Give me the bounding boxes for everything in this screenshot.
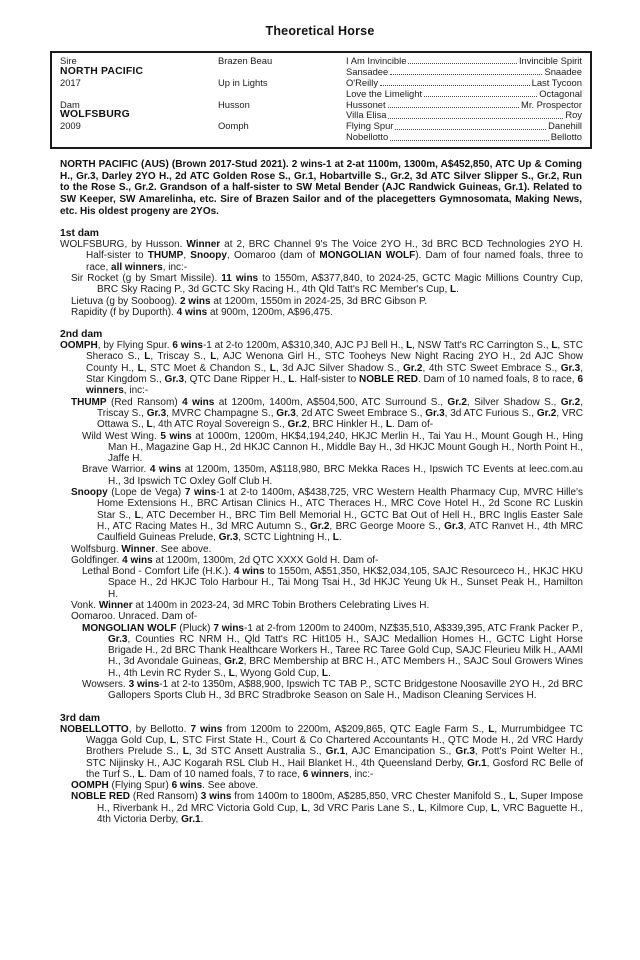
pedigree-table [50, 51, 592, 149]
ancestor-row [346, 132, 582, 143]
sire-role-label: Sire [60, 56, 77, 66]
ancestor-sire-name: Snaadee [544, 65, 582, 77]
pedigree-entry: NOBLE RED (Red Ransom) 3 wins from 1400m to 1800m, A$285,850, VRC Chester Manifold S., L, Super Impose H., Riverbank H., 2d MRC Victoria Gold Cup, L, 3d VRC Paris Lane S., L, Kilmore Cup, L, VRC Baguette H., 4th Victoria Derby, Gr.1. [71, 791, 584, 826]
ancestor-name: Hussonet [346, 98, 386, 110]
sire-year: 2017 [60, 77, 81, 88]
pedigree-entry: Lethal Bond - Comfort Life (H.K.). 4 wins to 1550m, A$51,350, HK$2,034,105, SAJC Resourceco H., HKJC HKU Space H., 2d HKJC Tolo Harbour H., Tai Mong Tsai H., 3d HKJC Yeung Uk H., Sunset Peak H., Hamilton H. [82, 566, 583, 600]
pedigree-subject-column [60, 56, 218, 143]
pedigree-entry: Oomaroo. Unraced. Dam of- [71, 611, 198, 623]
dam-name: WOLFSBURG [60, 110, 130, 121]
sire-sire-name: Brazen Beau [218, 56, 273, 66]
pedigree-entry: Sir Rocket (g by Smart Missile). 11 wins to 1550m, A$377,840, to 2024-25, GCTC Magic Millions Country Cup, BRC Sky Racing P., 3d GCTC Sky Racing H., 4th Qld Tatt's RC Member's Cup, L. [71, 272, 583, 296]
spacer-row [60, 89, 218, 100]
pedigree-entry: Rapidity (f by Duporth). 4 wins at 900m, 1200m, A$96,475. [71, 306, 333, 318]
leader-dots [395, 126, 546, 130]
pedigree-entry: Goldfinger. 4 wins at 1200m, 1300m, 2d QTC XXXX Gold H. Dam of- [71, 554, 379, 566]
spacer-row [218, 110, 346, 121]
dam-section [60, 228, 583, 318]
ancestor-sire-name: Roy [565, 109, 582, 121]
pedigree-entry: NOBELLOTTO, by Bellotto. 7 wins from 1200m to 2200m, A$209,865, QTC Eagle Farm S., L, Murrumbidgee TC Wagga Gold Cup, L, STC First State H., Court & Co Chartered Accountants H., QTC Mode H., 2d VRC Hardy Brothers Prelude S., L, 3d STC Ansett Australia S., Gr.1, AJC Emancipation S., Gr.3, Pott's Point Welter H., STC Nijinsky H., AJC Kogarah RSL Club H., Hail Blanket H., 4th Queensland Derby, Gr.1, Gosford RC Belle of the Turf S., L. Dam of 10 named foals, 7 to race, 6 winners, inc:- [60, 723, 583, 780]
ancestor-name: O'Reilly [346, 76, 379, 88]
ancestor-sire-name: Mr. Prospector [521, 98, 582, 110]
dam-section [60, 713, 583, 826]
leader-dots [380, 82, 530, 86]
sire-name: NORTH PACIFIC [60, 66, 144, 77]
dam-sections [60, 228, 583, 825]
spacer-row [60, 132, 218, 143]
section-heading: 2nd dam [60, 329, 103, 341]
leader-dots [390, 71, 542, 75]
pedigree-entry: Lietuva (g by Sooboog). 2 wins at 1200m, 1550m in 2024-25, 3d BRC Gibson P. [71, 295, 428, 307]
pedigree-entry: THUMP (Red Ransom) 4 wins at 1200m, 1400m, A$504,500, ATC Surround S., Gr.2, Silver Shadow S., Gr.2, Triscay S., Gr.3, MVRC Champagne S., Gr.3, 2d ATC Sweet Embrace S., Gr.3, 3d ATC Furious S., Gr.2, VRC Ottawa S., L, 4th ATC Royal Sovereign S., Gr.2, BRC Hinkler H., L. Dam of- [71, 396, 584, 431]
page-title: Theoretical Horse [265, 24, 375, 38]
dam-section [60, 329, 583, 702]
sire-dam-name: Up in Lights [218, 77, 268, 88]
pedigree-entry: Vonk. Winner at 1400m in 2023-24, 3d MRC Tobin Brothers Celebrating Lives H. [71, 600, 430, 611]
grandparent-column [218, 56, 346, 143]
sire-summary: NORTH PACIFIC (AUS) (Brown 2017-Stud 2021). 2 wins-1 at 2-at 1100m, 1300m, A$452,850, ATC Up & Coming H., Gr.3, Darley 2YO H., 2d ATC Golden Rose S., Gr.1, Hobartville S., Gr.2, 3d ATC Silver Slipper S., Gr.2, Run to the Rose S., Gr.2. Grandson of a half-sister to SW Metal Bender (AJC Randwick Guineas, Gr.1). Related to SW Keeper, SW Amarelinha, etc. Sire of Brazen Sailor and of the placegetters Gymnosomata, Making News, etc. His oldest progeny are 2YOs. [60, 159, 582, 217]
ancestor-row [346, 89, 582, 100]
spacer-row [218, 89, 346, 100]
leader-dots [388, 104, 519, 108]
ancestor-sire-name: Invincible Spirit [518, 55, 582, 66]
dam-year: 2009 [60, 121, 81, 132]
ancestor-sire-name: Octagonal [539, 87, 582, 99]
ancestor-sire-name: Bellotto [550, 131, 582, 143]
section-heading: 3rd dam [60, 712, 101, 724]
pedigree-entry: Wowsers. 3 wins-1 at 2-to 1350m, A$88,900, Ipswich TC TAB P., SCTC Bridgestone Noosaville 2YO H., 2d BRC Gallopers Sports Club H., 3d BRC Stradbroke Season on Sale H., Madison Cleaning Services H. [82, 679, 583, 702]
ancestor-name: Love the Limelight [346, 87, 423, 99]
leader-dots [390, 137, 549, 141]
ancestor-sire-name: Last Tycoon [531, 76, 582, 88]
catalogue-page [0, 24, 640, 960]
pedigree-entry: Brave Warrior. 4 wins at 1200m, 1350m, A$118,980, BRC Mekka Races H., Ipswich TC Events at leec.com.au H., 3d Ipswich TC Oxley Golf Club H. [82, 464, 583, 487]
ancestor-column [346, 56, 582, 143]
leader-dots [408, 60, 516, 64]
ancestor-name: Villa Elisa [346, 109, 387, 121]
dam-dam-name: Oomph [218, 121, 249, 132]
spacer-row [218, 67, 346, 78]
section-heading: 1st dam [60, 228, 99, 240]
pedigree-entry: Snoopy (Lope de Vega) 7 wins-1 at 2-to 1400m, A$438,725, VRC Western Health Pharmacy Cup, MVRC Hille's Home Extensions H., BRC Artisan Clinics H., ATC Theraces H., MRC Cove Hotel H., 2d Scone RC Luskin Star S., L, ATC December H., BRC Tim Bell Memorial H., GCTC Bat Out of Hell H., BRC Inglis Easter Sale H., ATC Racing Mates H., 3d MRC Autumn S., Gr.2, BRC George Moore S., Gr.3, ATC Ranvet H., 4th MRC Caulfield Guineas Prelude, Gr.3, SCTC Lightning H., L. [71, 487, 583, 544]
pedigree-entry: Wild West Wing. 5 wins at 1000m, 1200m, HK$4,194,240, HKJC Merlin H., Tai Yau H., Mount Gough H., Hing Man H., Magazine Gap H., 2d HKJC Cannon H., Middle Bay H., 3d HKJC Mount Gough H., North Point H., Jaffe H. [82, 430, 584, 465]
pedigree-entry: OOMPH (Flying Spur) 6 wins. See above. [71, 780, 259, 792]
dam-sire-name: Husson [218, 99, 250, 110]
pedigree-entry: OOMPH, by Flying Spur. 6 wins-1 at 2-to 1200m, A$310,340, AJC PJ Bell H., L, NSW Tatt's RC Carrington S., L, STC Sheraco S., L, Triscay S., L, AJC Wenona Girl H., STC Tooheys New Night Racing 2YO H., 2d AJC Show County H., L, STC Moet & Chandon S., L, 3d AJC Silver Shadow S., Gr.2, 4th STC Sweet Embrace S., Gr.3, Star Kingdom S., Gr.3, QTC Dane Ripper H., L. Half-sister to NOBLE RED. Dam of 10 named foals, 8 to race, 6 winners, inc:- [60, 340, 584, 397]
pedigree-entry: MONGOLIAN WOLF (Pluck) 7 wins-1 at 2-from 1200m to 2400m, NZ$35,510, A$339,395, ATC Frank Packer P., Gr.3, Counties RC NRM H., Qld Tatt's RC Hit105 H., SAJC Medallion Homes H., GCTC Light Horse Brigade H., 2d BRC Thank Healthcare Workers H., Taree RC Taree Gold Cup, SAJC Fleurieu Milk H., AAMI H., 3d Avondale Guineas, Gr.2, BRC Membership at BRC H., ATC Members H., SAJC Soul Growers Wines H., 4th Levin RC Ryder S., L, Wyong Gold Cup, L. [82, 622, 583, 679]
leader-dots [388, 115, 563, 119]
ancestor-name: I Am Invincible [346, 55, 407, 66]
ancestor-name: Nobellotto [346, 131, 389, 143]
pedigree-entry: Wolfsburg. Winner. See above. [71, 543, 212, 555]
ancestor-name: Flying Spur [346, 120, 394, 132]
ancestor-name: Sansadee [346, 65, 389, 77]
pedigree-entry: WOLFSBURG, by Husson. Winner at 2, BRC Channel 9's The Voice 2YO H., 3d BRC BCD Technologies 2YO H. Half-sister to THUMP, Snoopy, Oomaroo (dam of MONGOLIAN WOLF). Dam of four named foals, three to race, all winners, inc:- [60, 239, 584, 273]
ancestor-sire-name: Danehill [548, 120, 582, 132]
leader-dots [424, 93, 537, 97]
spacer-row [218, 132, 346, 143]
dam-role-label: Dam [60, 99, 80, 110]
